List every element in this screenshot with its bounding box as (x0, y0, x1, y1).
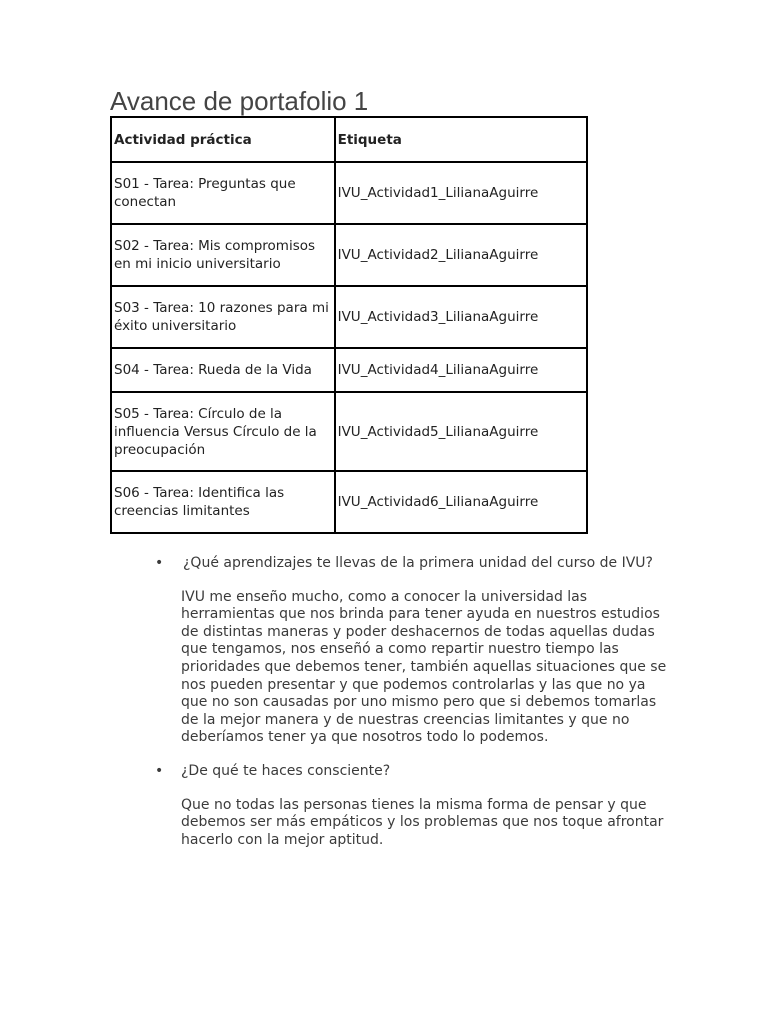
list-item (155, 555, 675, 747)
bullet-icon: • (155, 555, 164, 571)
answer-text: IVU me enseño mucho, como a conocer la universidad las herramientas que nos brinda para tener ayuda en nuestros estudios de distintas maneras y poder deshacernos de todas aquellas dudas que tengamos, nos enseñó a como repartir nuestro tiempo las prioridades que debemos tener, también aquellas situaciones que se nos pueden presentar y que podemos controlarlas y las que no ya que no son causadas por uno mismo pero que si debemos tomarlas de la mejor manera y de nuestras creencias limitantes y que no deberíamos tener ya que nosotros todo lo podemos. (181, 588, 667, 746)
table-header-row (111, 117, 587, 162)
question-text: ¿Qué aprendizajes te llevas de la primera unidad del curso de IVU? (183, 555, 653, 571)
page-title: Avance de portafolio 1 (110, 86, 369, 116)
header-activity: Actividad práctica (111, 117, 335, 162)
header-label: Etiqueta (335, 117, 587, 162)
label-cell: IVU_Actividad4_LilianaAguirre (335, 348, 587, 392)
table-row (111, 162, 587, 224)
table-row (111, 286, 587, 348)
table-row (111, 348, 587, 392)
reflection-list (155, 555, 675, 849)
bullet-icon: • (155, 762, 164, 779)
activity-cell: S05 - Tarea: Círculo de la influencia Versus Círculo de la preocupación (111, 392, 335, 471)
question-text: ¿De qué te haces consciente? (181, 762, 391, 779)
answer-text: Que no todas las personas tienes la misma forma de pensar y que debemos ser más empáticos y los problemas que nos toque afrontar hacerlo con la mejor aptitud. (181, 796, 664, 848)
list-item (155, 763, 675, 849)
table-row (111, 471, 587, 533)
table-row (111, 224, 587, 286)
label-cell: IVU_Actividad2_LilianaAguirre (335, 224, 587, 286)
label-cell: IVU_Actividad1_LilianaAguirre (335, 162, 587, 224)
portfolio-table (110, 116, 588, 534)
label-cell: IVU_Actividad5_LilianaAguirre (335, 392, 587, 471)
activity-cell: S02 - Tarea: Mis compromisos en mi inicio universitario (111, 224, 335, 286)
label-cell: IVU_Actividad6_LilianaAguirre (335, 471, 587, 533)
label-cell: IVU_Actividad3_LilianaAguirre (335, 286, 587, 348)
activity-cell: S04 - Tarea: Rueda de la Vida (111, 348, 335, 392)
reflection-section (155, 555, 675, 865)
table-row (111, 392, 587, 471)
activity-cell: S01 - Tarea: Preguntas que conectan (111, 162, 335, 224)
activity-cell: S03 - Tarea: 10 razones para mi éxito universitario (111, 286, 335, 348)
activity-cell: S06 - Tarea: Identifica las creencias limitantes (111, 471, 335, 533)
